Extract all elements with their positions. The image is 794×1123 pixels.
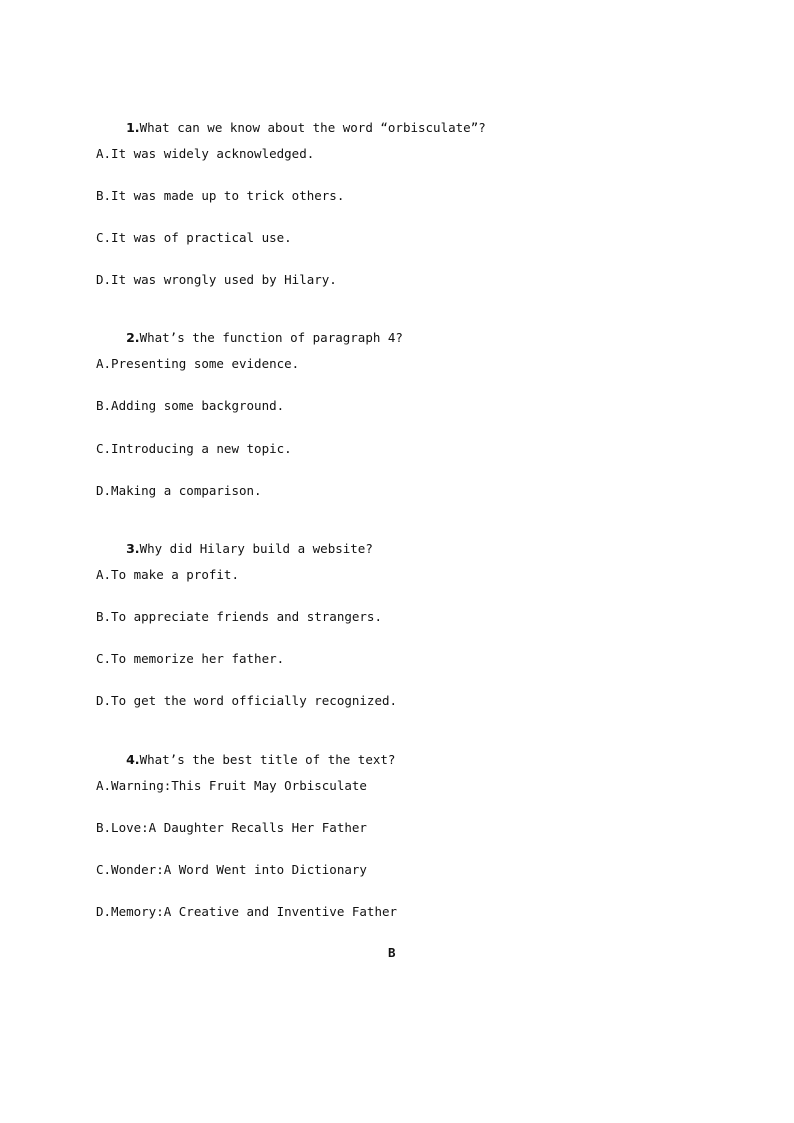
question-4: [96, 736, 395, 784]
option-2a: A.Presenting some evidence.: [96, 356, 300, 371]
option-3c: C.To memorize her father.: [96, 651, 285, 666]
option-3b: B.To appreciate friends and strangers.: [96, 609, 382, 624]
question-text: What can we know about the word “orbisculate”?: [139, 120, 486, 135]
option-1c: C.It was of practical use.: [96, 230, 292, 245]
question-number: 2.: [126, 330, 140, 345]
option-4d: D.Memory:A Creative and Inventive Father: [96, 904, 398, 919]
section-label: B: [388, 945, 396, 960]
option-2b: B.Adding some background.: [96, 398, 285, 413]
question-text: What’s the best title of the text?: [139, 752, 396, 767]
question-number: 4.: [126, 752, 140, 767]
question-number: 3.: [126, 541, 140, 556]
option-3a: A.To make a profit.: [96, 567, 239, 582]
option-2d: D.Making a comparison.: [96, 483, 262, 498]
option-2c: C.Introducing a new topic.: [96, 441, 292, 456]
question-text: Why did Hilary build a website?: [139, 541, 373, 556]
option-4b: B.Love:A Daughter Recalls Her Father: [96, 820, 367, 835]
question-text: What’s the function of paragraph 4?: [139, 330, 403, 345]
question-2: [96, 314, 403, 362]
option-3d: D.To get the word officially recognized.: [96, 693, 398, 708]
option-1a: A.It was widely acknowledged.: [96, 146, 315, 161]
option-4c: C.Wonder:A Word Went into Dictionary: [96, 862, 367, 877]
option-4a: A.Warning:This Fruit May Orbisculate: [96, 778, 367, 793]
question-3: [96, 525, 373, 573]
question-number: 1.: [126, 120, 140, 135]
question-1: [96, 104, 486, 152]
option-1b: B.It was made up to trick others.: [96, 188, 345, 203]
option-1d: D.It was wrongly used by Hilary.: [96, 272, 337, 287]
